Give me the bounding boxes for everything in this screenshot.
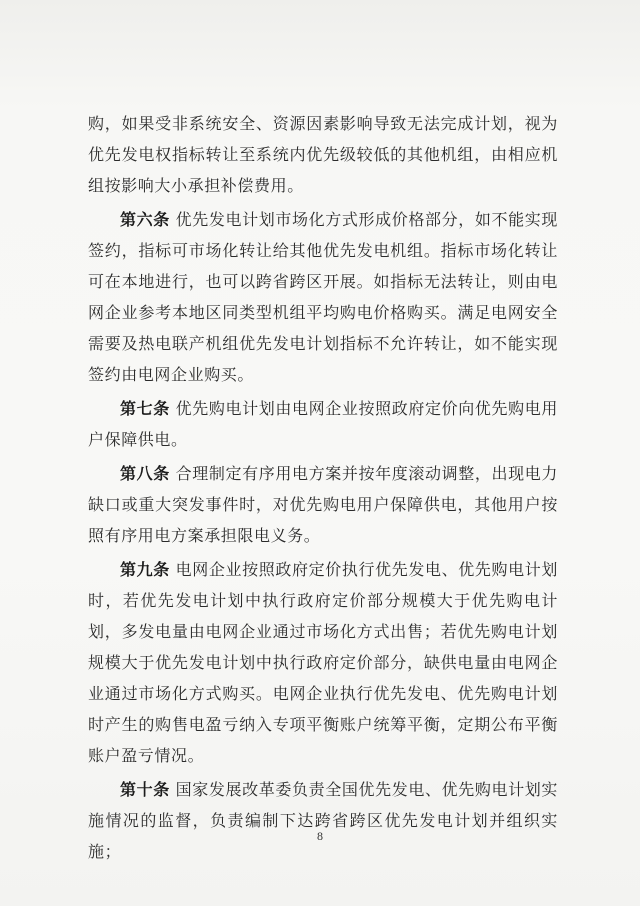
paragraph-article-7 [88,393,558,455]
paragraph-article-8 [88,458,558,551]
article-heading: 第六条 [120,210,170,229]
paragraph-text: 优先购电计划由电网企业按照政府定价向优先购电用户保障供电。 [88,399,558,449]
paragraph-text: 优先发电计划市场化方式形成价格部分，如不能实现签约，指标可市场化转让给其他优先发电机组。指标市场化转让可在本地进行，也可以跨省跨区开展。如指标无法转让，则由电网企业参考本地区同类型机组平均购电价格购买。满足电网安全需要及热电联产机组优先发电计划指标不允许转让，如不能实现签约由电网企业购买。 [88,210,558,384]
page-number: 8 [317,829,323,843]
article-heading: 第八条 [120,464,170,483]
paragraph-text: 合理制定有序用电方案并按年度滚动调整，出现电力缺口或重大突发事件时，对优先购电用户保障供电，其他用户按照有序用电方案承担限电义务。 [88,464,558,545]
document-body [88,108,558,870]
paragraph-continuation [88,108,558,201]
article-heading: 第十条 [120,780,170,799]
paragraph-text: 电网企业按照政府定价执行优先发电、优先购电计划时，若优先发电计划中执行政府定价部分规模大于优先购电计划，多发电量由电网企业通过市场化方式出售；若优先购电计划规模大于优先发电计划中执行政府定价部分，缺供电量由电网企业通过市场化方式购买。电网企业执行优先发电、优先购电计划时产生的购售电盈亏纳入专项平衡账户统筹平衡，定期公布平衡账户盈亏情况。 [88,560,558,765]
paragraph-text: 国家发展改革委负责全国优先发电、优先购电计划实施情况的监督，负责编制下达跨省跨区优先发电计划并组织实施； [88,780,558,861]
paragraph-article-9 [88,554,558,771]
article-heading: 第七条 [120,399,170,418]
paragraph-article-6 [88,204,558,390]
paragraph-article-10 [88,774,558,867]
paragraph-text: 购，如果受非系统安全、资源因素影响导致无法完成计划，视为优先发电权指标转让至系统内优先级较低的其他机组，由相应机组按影响大小承担补偿费用。 [88,114,558,195]
article-heading: 第九条 [120,560,170,579]
